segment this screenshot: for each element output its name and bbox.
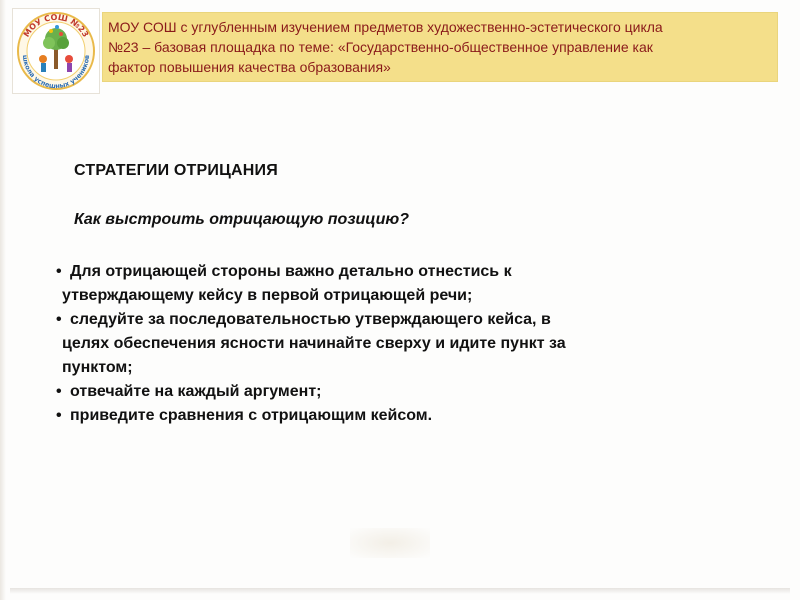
list-item — [56, 404, 736, 428]
bullet-icon: • — [56, 407, 62, 424]
section-subtitle: Как выстроить отрицающую позицию? — [74, 211, 409, 228]
list-item-text: приведите сравнения с отрицающим кейсом. — [70, 407, 433, 424]
list-item-text: утверждающему кейсу в первой отрицающей речи; — [62, 287, 473, 304]
header-line: МОУ СОШ с углубленным изучением предметов художественно-эстетического цикла — [108, 19, 663, 35]
list-item — [56, 260, 736, 308]
bullet-icon: • — [56, 383, 62, 400]
list-item-text: отвечайте на каждый аргумент; — [70, 383, 322, 400]
list-item-text: следуйте за последовательностью утверждающего кейса, в — [70, 311, 551, 328]
slide-glare — [350, 528, 430, 558]
header-line: №23 – базовая площадка по теме: «Государственно-общественное управление как — [108, 39, 653, 55]
list-item-text: Для отрицающей стороны важно детально отнестись к — [70, 263, 512, 280]
section-title: СТРАТЕГИИ ОТРИЦАНИЯ — [74, 162, 278, 179]
bullet-icon: • — [56, 311, 62, 328]
header-title — [108, 17, 772, 77]
list-item-text: пунктом; — [62, 359, 133, 376]
bullet-list — [56, 260, 736, 428]
slide-edge-shade — [0, 0, 6, 600]
list-item — [56, 380, 736, 404]
svg-text:школа успешных учеников: школа успешных учеников — [20, 54, 92, 91]
bullet-icon: • — [56, 263, 62, 280]
school-logo-icon — [13, 9, 99, 93]
header-line: фактор повышения качества образования» — [108, 59, 391, 75]
svg-text:МОУ СОШ №23: МОУ СОШ №23 — [21, 12, 91, 39]
list-item-text: целях обеспечения ясности начинайте сверху и идите пункт за — [62, 335, 566, 352]
school-logo — [12, 8, 100, 94]
slide-shadow — [10, 588, 790, 594]
list-item — [56, 308, 736, 380]
